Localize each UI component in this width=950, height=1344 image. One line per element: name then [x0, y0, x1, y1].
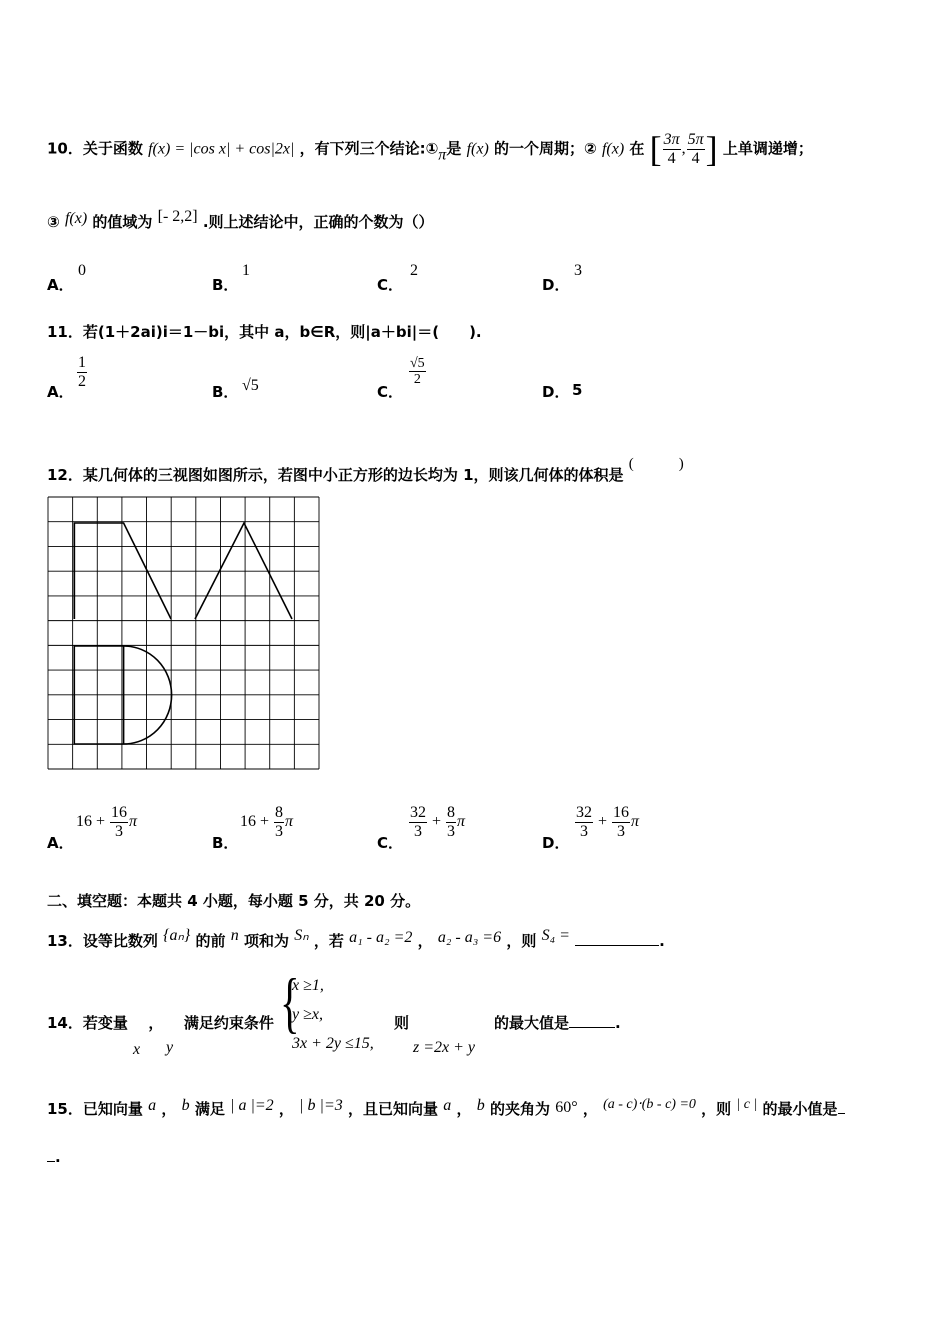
q10-interval: [ $\frac{3\pi}{4}$ , $\frac{5\pi}{4}$ ] [649, 129, 718, 169]
q13-answer-blank[interactable] [575, 945, 659, 946]
q15-answer-line: . [47, 1148, 61, 1166]
q14-line: 14．若变量 ， 满足约束条件 [47, 1014, 274, 1032]
q10-func-def: f(x) = |cos x| + cos|2x| [148, 140, 295, 158]
q15-line: 15．已知向量 a ， b 满足 | a |=2 ， | b |=3 ，且已知向量 a ， b 的夹角为 60° ， (a - c)⋅(b - c) =0 ，则 | c | 的最小值是 [47, 1096, 845, 1119]
q14-var-y: y [166, 1039, 174, 1056]
three-view-figure [47, 496, 321, 772]
q10-range: [- 2,2] [157, 208, 198, 225]
q10-line1: 10．关于函数 f(x) = |cos x| + cos|2x| ，有下列三个结论:①π是 f(x) 的一个周期；② f(x) 在 [ $\frac{3\pi}{4}$ , $\frac{5\pi}{4}$ ] 上单调递增； [47, 129, 813, 169]
q14-var-x: x [133, 1041, 141, 1058]
grid [48, 497, 319, 769]
q10-line2: ③ f(x) 的值域为 [- 2,2] .则上述结论中，正确的个数为（） [47, 208, 434, 231]
q13-line: 13．设等比数列 {aₙ} 的前 n 项和为 Sₙ ，若 a₁ - a₂ =2 ， a₂ - a₃ =6 ，则 S₄ = . [47, 927, 665, 950]
q11-stem: 11．若(1＋2ai)i＝1－bi，其中 a，b∈R，则|a＋bi|＝( ). [47, 323, 482, 341]
q14-answer-blank[interactable] [569, 1027, 615, 1028]
q15-answer-blank[interactable] [47, 1161, 55, 1162]
q12-stem: 12．某几何体的三视图如图所示，若图中小正方形的边长均为 1，则该几何体的体积是 ( ) [47, 456, 684, 484]
q14-objective: z =2x + y [413, 1039, 476, 1056]
section2-heading: 二、填空题：本题共 4 小题，每小题 5 分，共 20 分。 [47, 892, 421, 910]
